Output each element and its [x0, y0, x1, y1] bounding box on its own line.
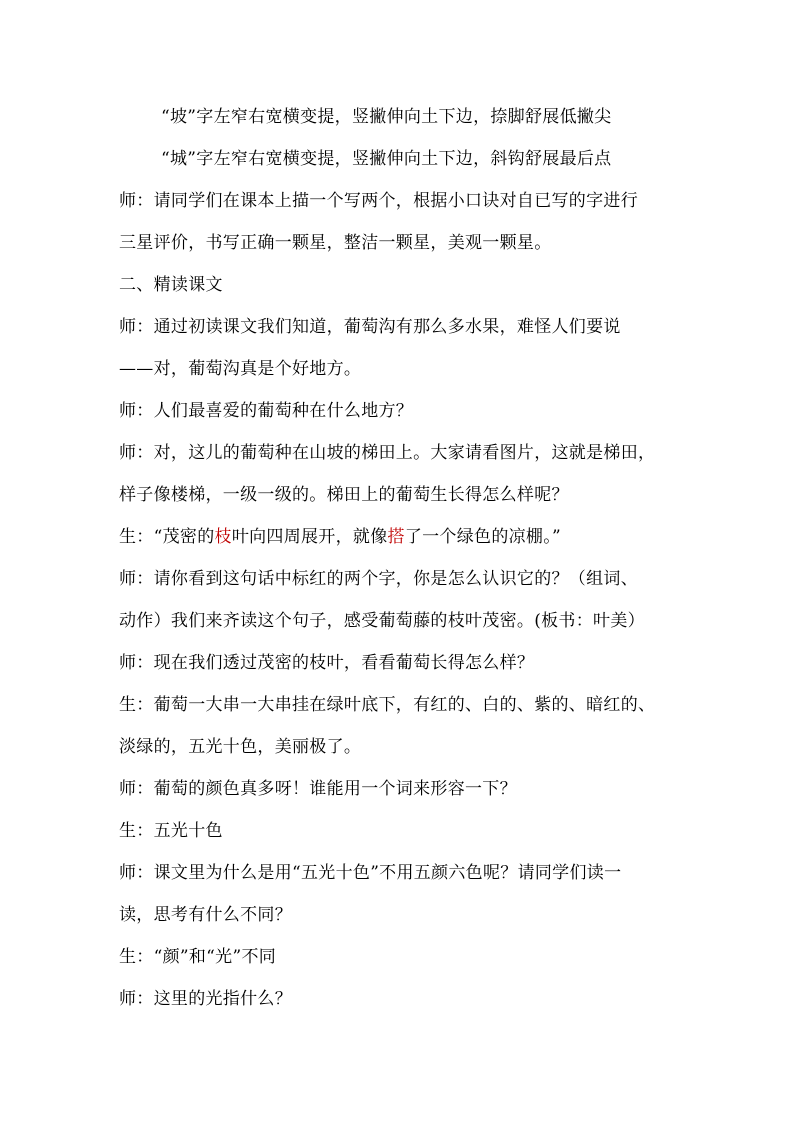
paragraph-line: 师：葡萄的颜色真多呀！谁能用一个词来形容一下？ [119, 779, 517, 799]
text-segment: 生：“茂密的 [119, 527, 215, 547]
document-body [119, 96, 679, 1020]
paragraph-line: 读，思考有什么不同？ [119, 905, 292, 925]
paragraph-line: 样子像楼梯，一级一级的。梯田上的葡萄生长得怎么样呢？ [119, 485, 569, 505]
paragraph-line: 师：通过初读课文我们知道，葡萄沟有那么多水果，难怪人们要说 [119, 317, 621, 337]
highlighted-char: 搭 [387, 527, 405, 547]
paragraph-line: 师：对，这儿的葡萄种在山坡的梯田上。大家请看图片，这就是梯田， [119, 443, 656, 463]
paragraph-line: 师：请你看到这句话中标红的两个字，你是怎么认识它的？（组词、 [119, 569, 638, 589]
paragraph-line: 淡绿的，五光十色，美丽极了。 [119, 737, 362, 757]
section-heading: 二、精读课文 [119, 275, 223, 295]
text-segment: 叶向四周展开，就像 [231, 527, 388, 547]
paragraph-line: 生：葡萄一大串一大串挂在绿叶底下，有红的、白的、紫的、暗红的、 [119, 695, 656, 715]
highlighted-char: 枝 [214, 527, 232, 547]
paragraph-line: 生：“颜”和“光”不同 [119, 947, 277, 967]
quote-line-with-highlights [119, 516, 679, 558]
paragraph-line: 三星评价，书写正确一颗星，整洁一颗星，美观一颗星。 [119, 233, 552, 253]
paragraph-line: 师：人们最喜爱的葡萄种在什么地方？ [119, 401, 414, 421]
rhyme-line-cheng: “城”字左窄右宽横变提，竖撇伸向土下边，斜钩舒展最后点 [161, 149, 612, 169]
rhyme-line-po: “坡”字左窄右宽横变提，竖撇伸向土下边，捺脚舒展低撇尖 [161, 107, 612, 127]
paragraph-line: 师：课文里为什么是用“五光十色”不用五颜六色呢？请同学们读一 [119, 863, 622, 883]
text-segment: 了一个绿色的凉棚。” [404, 527, 562, 547]
paragraph-line: 师：请同学们在课本上描一个写两个，根据小口诀对自已写的字进行 [119, 191, 638, 211]
paragraph-line: 生：五光十色 [119, 821, 223, 841]
paragraph-line: 师：现在我们透过茂密的枝叶，看看葡萄长得怎么样？ [119, 653, 535, 673]
paragraph-line: 师：这里的光指什么？ [119, 989, 292, 1009]
paragraph-line: 动作）我们来齐读这个句子，感受葡萄藤的枝叶茂密。(板书：叶美） [119, 611, 645, 631]
paragraph-line: ——对，葡萄沟真是个好地方。 [119, 359, 362, 379]
